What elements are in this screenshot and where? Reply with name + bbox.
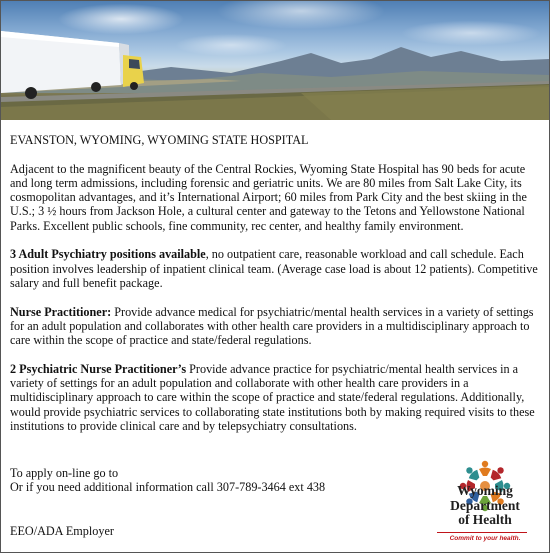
psychiatry-body: , no outpatient care, reasonable workload and call schedule. Each position involves leadership of inpatient clinical team. (Average case load is about 12 patients). Competitive salary and full benefit package. [10,247,538,290]
np-body: Provide advance medical for psychiatric/mental health services in a variety of settings for an adult population and collaborates with other health care providers in a multidisciplinary approach to care within the scope of practice and state/federal regulations. [10,304,534,348]
wdh-logo-wordmark [432,484,538,528]
highway-road [1,1,549,120]
apply-info [10,466,325,495]
psychiatry-lead: 3 Adult Psychiatry positions available [10,247,206,262]
apply-online-line: To apply on-line go to [10,466,119,480]
ad-body [10,133,545,448]
figure-1 [479,461,491,476]
pnp-paragraph [10,362,545,433]
logo-divider [437,532,527,533]
hero-image-highway-truck [1,1,549,120]
psychiatry-paragraph [10,247,545,290]
logo-line-2: Department [450,497,520,513]
intro-paragraph: Adjacent to the magnificent beauty of the Central Rockies, Wyoming State Hospital has 90 beds for acute and long term admissions, including forensic and geriatric units. We are 80 miles from Salt Lake City, its cosmopolitan advantages, and it’s International Airport; 60 miles from Park City and the best skiing in the U.S.; 3 ½ hours from Jackson Hole, a cultural center and gateway to the Tetons and Yellowstone National Parks. Excellent public schools, fine community, rec center, and healthy family environment. [10,161,527,233]
eeo-statement: EEO/ADA Employer [10,524,114,538]
np-lead: Nurse Practitioner: [10,304,112,319]
pnp-lead: 2 Psychiatric Nurse Practitioner’s [10,361,187,376]
pnp-body: Provide advance practice for psychiatric/mental health services in a variety of settings for an adult population and collaborate with other health care providers in a multidisciplinary approach to care within the scope of practice and state/federal regulations. Additionally, would provide psychiatric services to collaborating state institutions both by making required visits to these institutions to provide clinical care and by telepsychiatry consultations. [10,361,535,433]
page-title: EVANSTON, WYOMING, WYOMING STATE HOSPITAL [10,133,309,147]
logo-line-1: Wyoming [457,483,513,498]
apply-phone-line: Or if you need additional information call 307-789-3464 ext 438 [10,480,326,495]
logo-tagline: Commit to your health. [449,535,521,542]
logo-line-3: of Health [458,512,512,527]
np-paragraph [10,305,545,348]
